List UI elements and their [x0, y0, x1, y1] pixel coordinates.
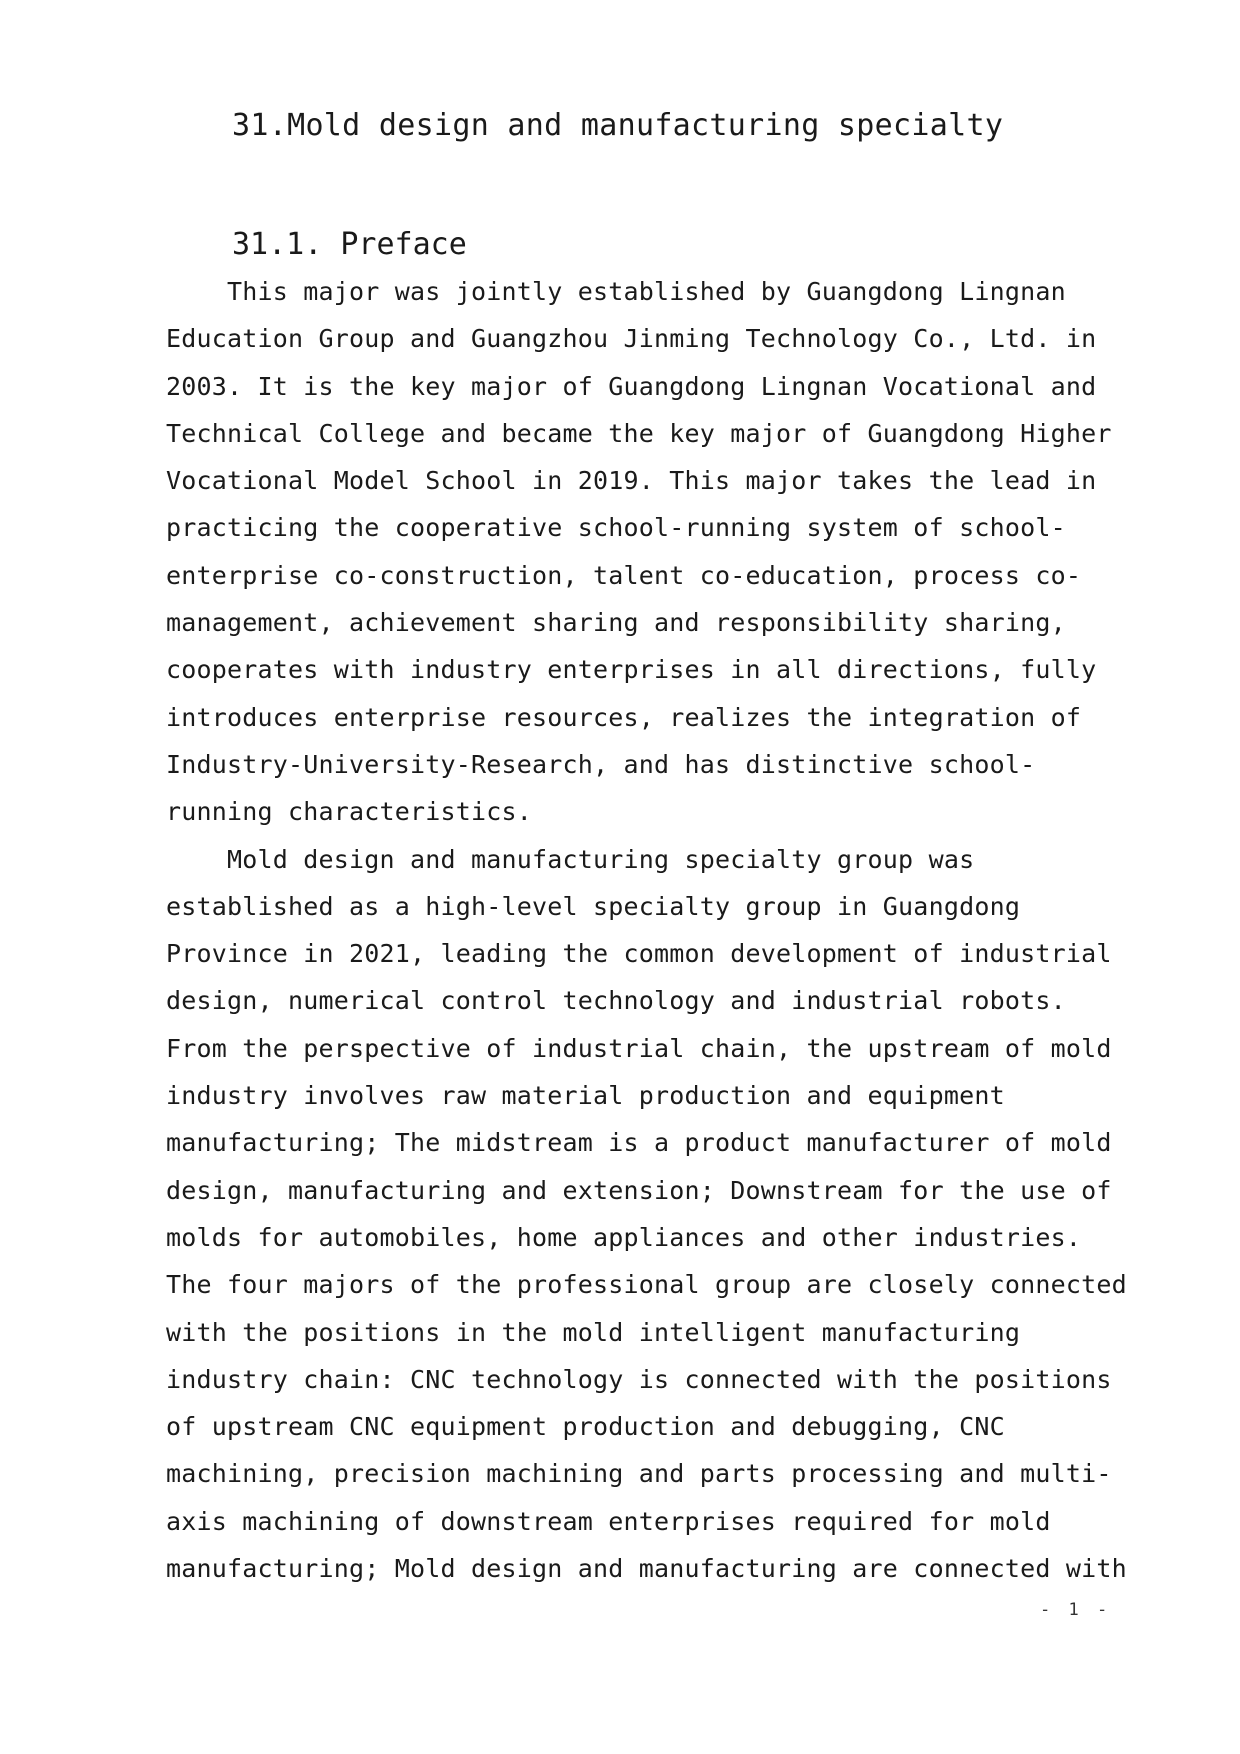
- body-line: introduces enterprise resources, realizes the integration of: [166, 702, 1082, 732]
- section-heading: 31.1. Preface: [232, 227, 467, 262]
- body-line: design, numerical control technology and industrial robots.: [166, 986, 1066, 1016]
- body-line: Technical College and became the key major of Guangdong Higher: [166, 418, 1112, 448]
- chapter-title: 31.Mold design and manufacturing specialty: [232, 108, 1004, 143]
- body-line: Province in 2021, leading the common development of industrial: [166, 939, 1112, 969]
- body-line: This major was jointly established by Guangdong Lingnan: [166, 277, 1066, 306]
- body-line: industry chain: CNC technology is connected with the positions: [166, 1364, 1112, 1394]
- body-line: Industry-University-Research, and has distinctive school-: [166, 749, 1036, 779]
- body-text: [166, 268, 1127, 1592]
- body-line: The four majors of the professional group are closely connected: [166, 1270, 1127, 1300]
- body-line: industry involves raw material production and equipment: [166, 1081, 1005, 1111]
- body-line: manufacturing; The midstream is a product manufacturer of mold: [166, 1128, 1112, 1158]
- body-line: practicing the cooperative school-running system of school-: [166, 513, 1066, 543]
- body-line: From the perspective of industrial chain, the upstream of mold: [166, 1033, 1112, 1063]
- body-line: with the positions in the mold intelligent manufacturing: [166, 1317, 1021, 1347]
- page-number: - 1 -: [1040, 1600, 1112, 1620]
- body-line: Vocational Model School in 2019. This major takes the lead in: [166, 466, 1097, 496]
- body-line: cooperates with industry enterprises in all directions, fully: [166, 655, 1097, 685]
- body-line: management, achievement sharing and responsibility sharing,: [166, 608, 1066, 638]
- body-line: of upstream CNC equipment production and debugging, CNC: [166, 1412, 1005, 1442]
- body-line: machining, precision machining and parts processing and multi-: [166, 1459, 1112, 1489]
- body-line: running characteristics.: [166, 797, 533, 827]
- body-line: Education Group and Guangzhou Jinming Technology Co., Ltd. in: [166, 324, 1097, 354]
- body-line: design, manufacturing and extension; Downstream for the use of: [166, 1175, 1112, 1205]
- body-line: molds for automobiles, home appliances and other industries.: [166, 1222, 1082, 1252]
- body-line: axis machining of downstream enterprises required for mold: [166, 1506, 1051, 1536]
- body-line: 2003. It is the key major of Guangdong Lingnan Vocational and: [166, 371, 1097, 401]
- body-line: manufacturing; Mold design and manufacturing are connected with: [166, 1554, 1127, 1584]
- body-line: enterprise co-construction, talent co-education, process co-: [166, 560, 1082, 590]
- body-line: established as a high-level specialty group in Guangdong: [166, 891, 1021, 921]
- body-line: Mold design and manufacturing specialty group was: [166, 844, 975, 874]
